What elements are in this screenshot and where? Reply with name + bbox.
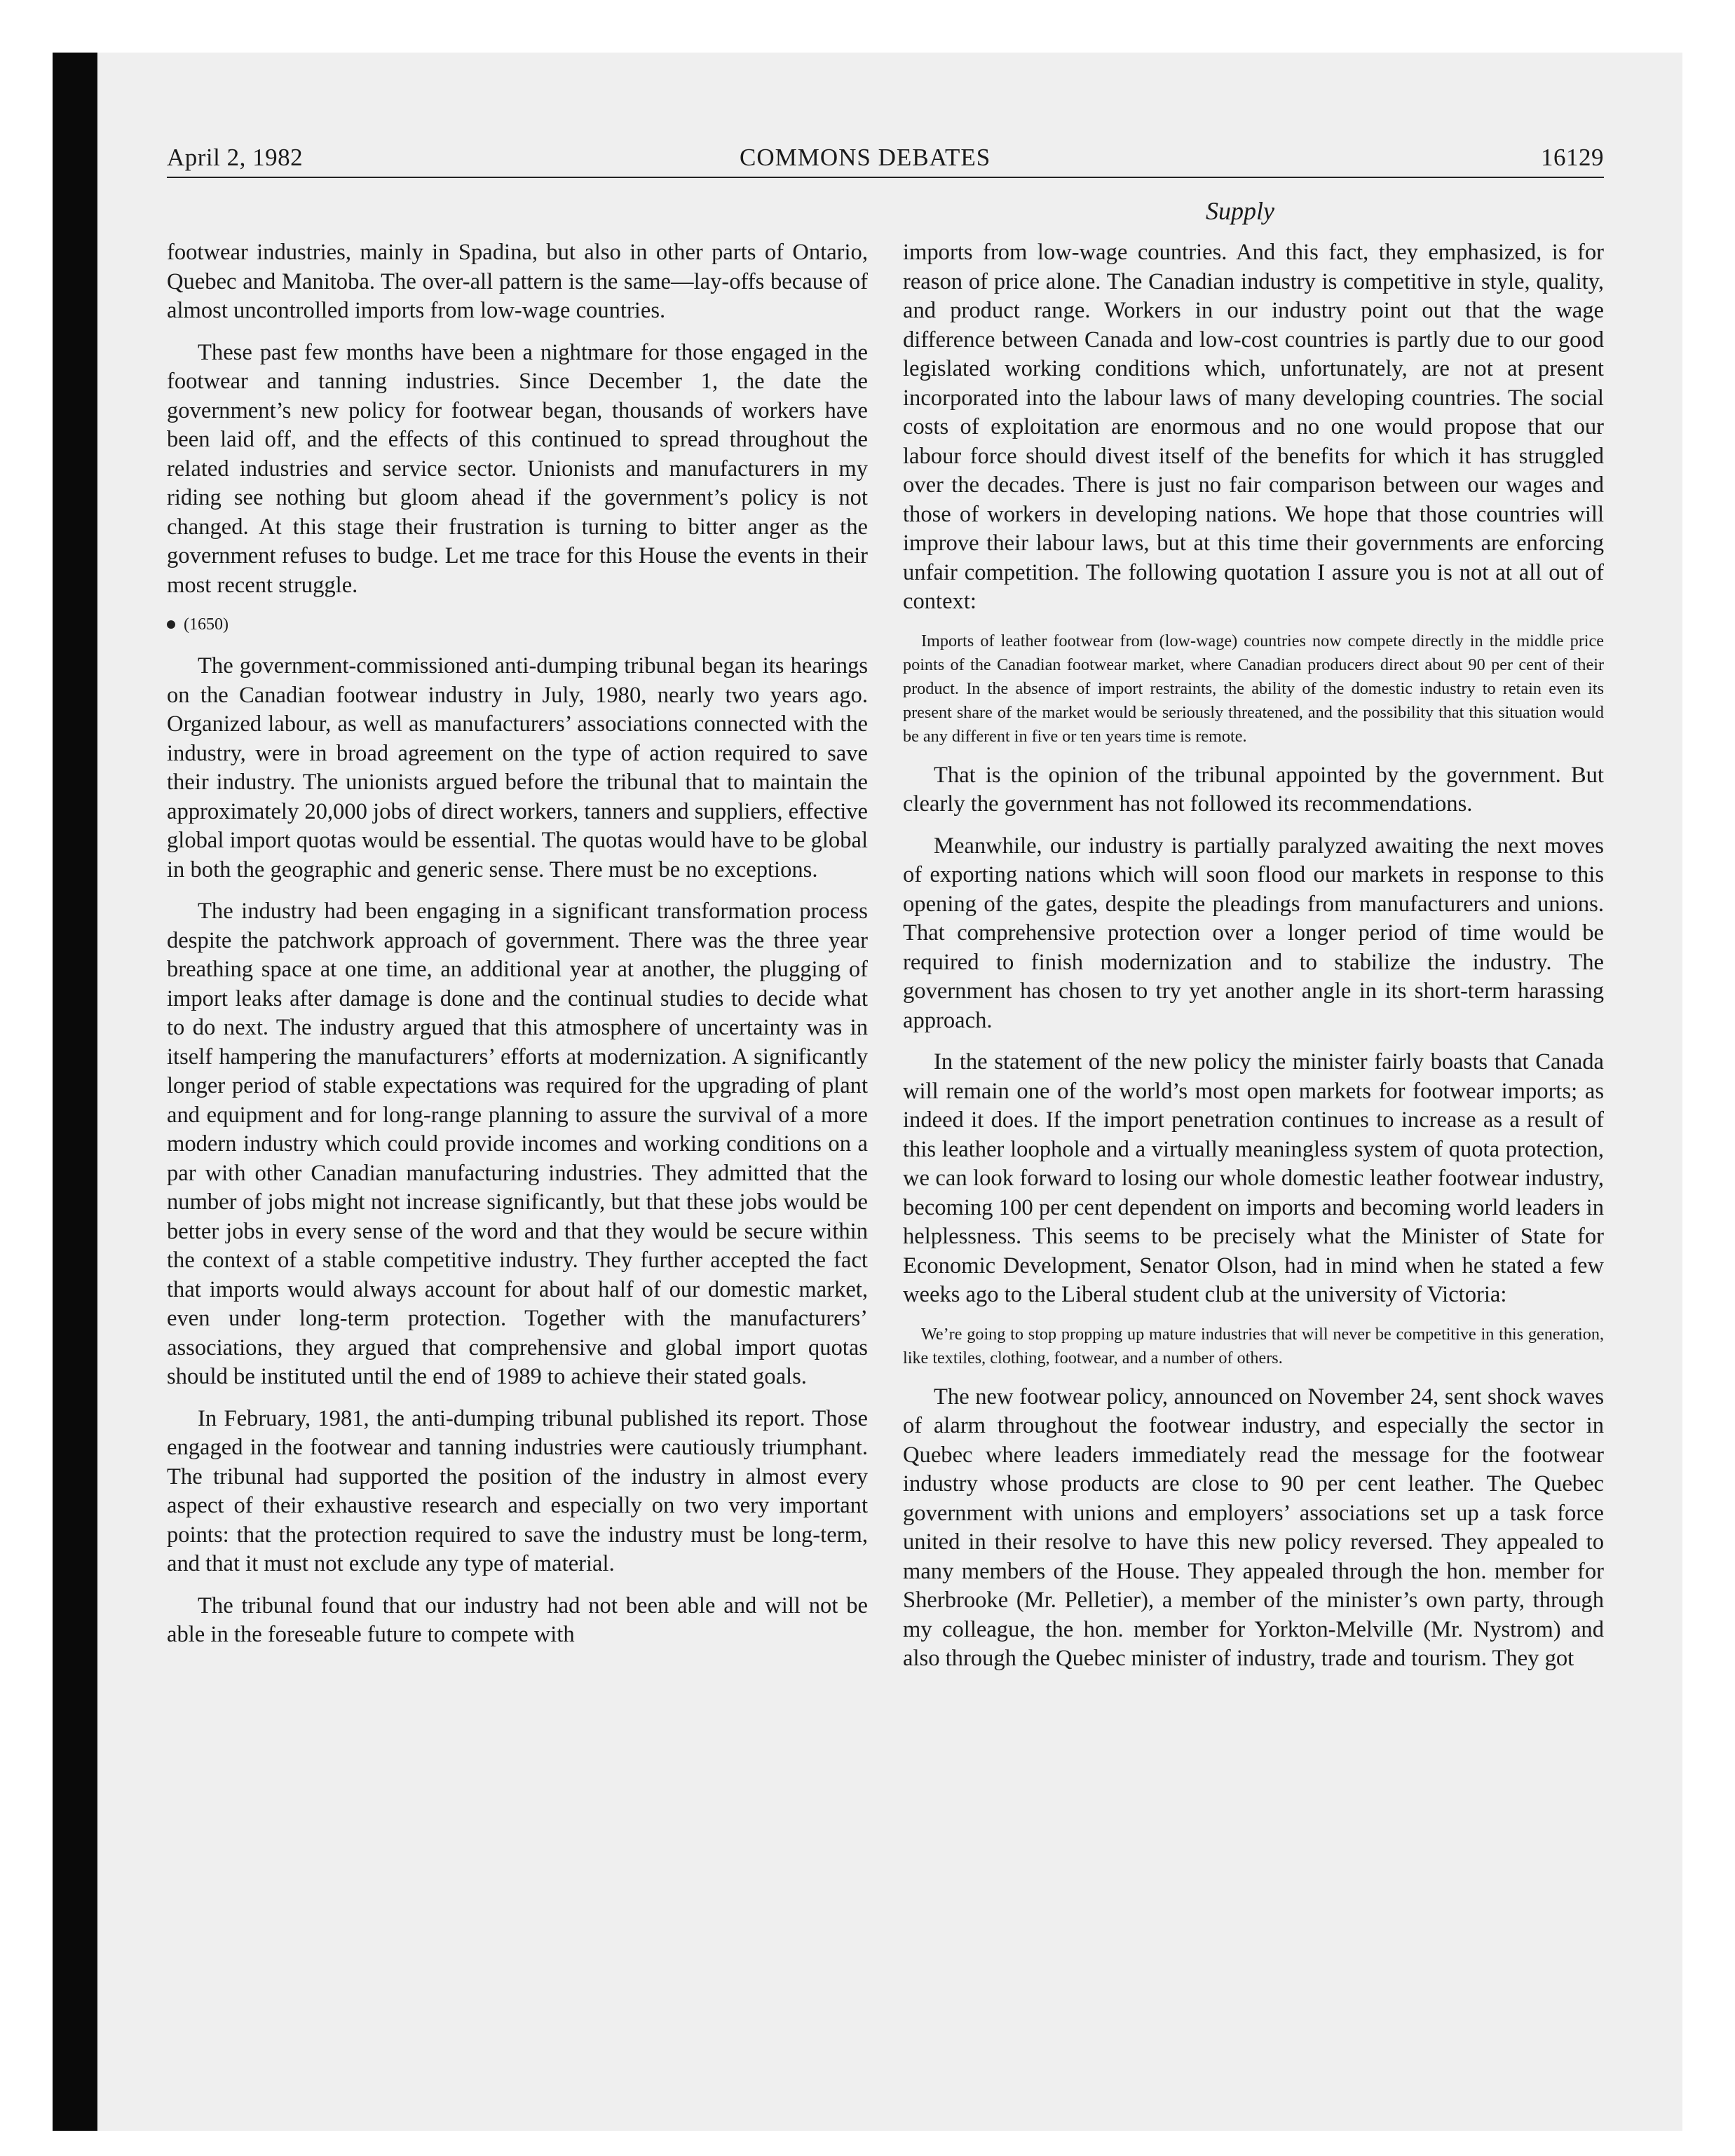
paragraph: The government-commissioned anti-dumping tribunal began its hearings on the Canadian footwear industry in July, 1980, nearly two years ago. Organized labour, as well as manufacturers’ associations connected with the industry, were in broad agreement on the type of action required to save their industry. The unionists argued before the tribunal that to maintain the approximately 20,000 jobs of direct workers, tanners and suppliers, effective global import quotas would be essential. The quotas would have to be global in both the geographic and generic sense. There must be no exceptions. [167, 653, 868, 882]
header-title: COMMONS DEBATES [740, 144, 991, 171]
paragraph: The new footwear policy, announced on November 24, sent shock waves of alarm throughout the footwear industry, and especially the sector in Quebec where leaders immediately read the message for the footwear industry whose products are close to 90 per cent leather. The Quebec government with unions and employers’ associations set up a task force united in their resolve to have this new policy reversed. They appealed to many members of the House. They appealed through the hon. member for Sherbrooke (Mr. Pelletier), a member of the minister’s own party, through my colleague, the hon. member for Yorkton-Melville (Mr. Nystrom) and also through the Quebec minister of industry, trade and tourism. They got [903, 1384, 1604, 1671]
paragraph: The industry had been engaging in a significant transformation process despite the patchwork approach of government. There was the three year breathing space at one time, an additional year at another, the plugging of import leaks after damage is done and the continual studies to decide what to do next. The industry argued that this atmosphere of uncertainty was in itself hampering the manufacturers’ efforts at modernization. A significantly longer period of stable expectations was required for the upgrading of plant and equipment and for long-range planning to assure the survival of a more modern industry which could provide incomes and working conditions on a par with other Canadian manufacturing industries. They admitted that the number of jobs might not increase significantly, but that these jobs would be better jobs in every sense of the word and that they would be secure within the context of a stable competitive industry. They further accepted the fact that imports would always account for about half of our domestic market, even under long-term protection. Together with the manufacturers’ associations, they argued that comprehensive and global import quotas should be instituted until the end of 1989 to achieve their stated goals. [167, 899, 868, 1389]
time-marker-text: (1650) [184, 615, 229, 634]
paragraph: These past few months have been a nightmare for those engaged in the footwear and tanning industries. Since December 1, the date the government’s new policy for footwear began, thousands of workers have been laid off, and the effects of this continued to spread throughout the related industries and service sector. Unionists and manufacturers in my riding see nothing but gloom ahead if the government’s policy is not changed. At this stage their frustration is turning to bitter anger as the government refuses to budge. Let me trace for this House the events in their most recent struggle. [167, 339, 868, 598]
paragraph: imports from low-wage countries. And this fact, they emphasized, is for reason of price alone. The Canadian industry is competitive in style, quality, and product range. Workers in our industry point out that the wage difference between Canada and low-cost countries is partly due to our good legislated working conditions which, unfortunately, are not at present incorporated into the labour laws of many developing countries. The social costs of exploitation are enormous and no one would propose that our labour force should divest itself of the benefits for which it has struggled over the decades. There is just no fair comparison between our wages and those of workers in developing nations. We hope that those countries will improve their labour laws, but at this time their governments are enforcing unfair competition. The following quotation I assure you is not at all out of context: [903, 240, 1604, 614]
paragraph: That is the opinion of the tribunal appointed by the government. But clearly the government has not followed its recommendations. [903, 762, 1604, 817]
paragraph: In the statement of the new policy the minister fairly boasts that Canada will remain one of the world’s most open markets for footwear imports; as indeed it does. If the import penetration continues to increase as a result of this leather loophole and a virtually meaningless system of quota protection, we can look forward to losing our whole domestic leather footwear industry, becoming 100 per cent dependent on imports and becoming world leaders in helplessness. This seems to be precisely what the Minister of State for Economic Development, Senator Olson, had in mind when he stated a few weeks ago to the Liberal student club at the university of Victoria: [903, 1049, 1604, 1307]
paragraph: Meanwhile, our industry is partially paralyzed awaiting the next moves of exporting nations which will soon flood our markets in response to this opening of the gates, despite the pleadings from manufacturers and unions. That comprehensive protection over a longer period of time would be required to finish modernization and to stabilize the industry. The government has chosen to try yet another angle in its short-term harassing approach. [903, 833, 1604, 1033]
left-column [167, 238, 868, 1663]
block-quote: Imports of leather footwear from (low-wage) countries now compete directly in the middle price points of the Canadian footwear market, where Canadian producers direct about 90 per cent of their product. In the absence of import restraints, the ability of the domestic industry to retain even its present share of the market would be seriously threatened, and the possibility that this situation would be any different in five or ten years time is remote. [903, 631, 1604, 746]
scan-binding-edge [53, 53, 97, 2131]
paragraph: footwear industries, mainly in Spadina, but also in other parts of Ontario, Quebec and Manitoba. The over-all pattern is the same—lay-offs because of almost uncontrolled imports from low-wage countries. [167, 240, 868, 323]
time-marker [167, 614, 868, 635]
paragraph: The tribunal found that our industry had not been able and will not be able in the foreseable future to compete with [167, 1592, 868, 1647]
header-rule [167, 177, 1604, 178]
bullet-icon [167, 620, 175, 629]
right-column [903, 238, 1604, 1686]
block-quote: We’re going to stop propping up mature industries that will never be competitive in this generation, like textiles, clothing, footwear, and a number of others. [903, 1324, 1604, 1367]
header-date: April 2, 1982 [167, 144, 304, 171]
section-title: Supply [1206, 197, 1274, 225]
paragraph: In February, 1981, the anti-dumping tribunal published its report. Those engaged in the footwear and tanning industries were cautiously triumphant. The tribunal had supported the position of the industry in almost every aspect of their exhaustive research and especially on two very important points: that the protection required to save the industry must be long-term, and that it must not exclude any type of material. [167, 1405, 868, 1576]
header-page-number: 16129 [1541, 144, 1604, 171]
